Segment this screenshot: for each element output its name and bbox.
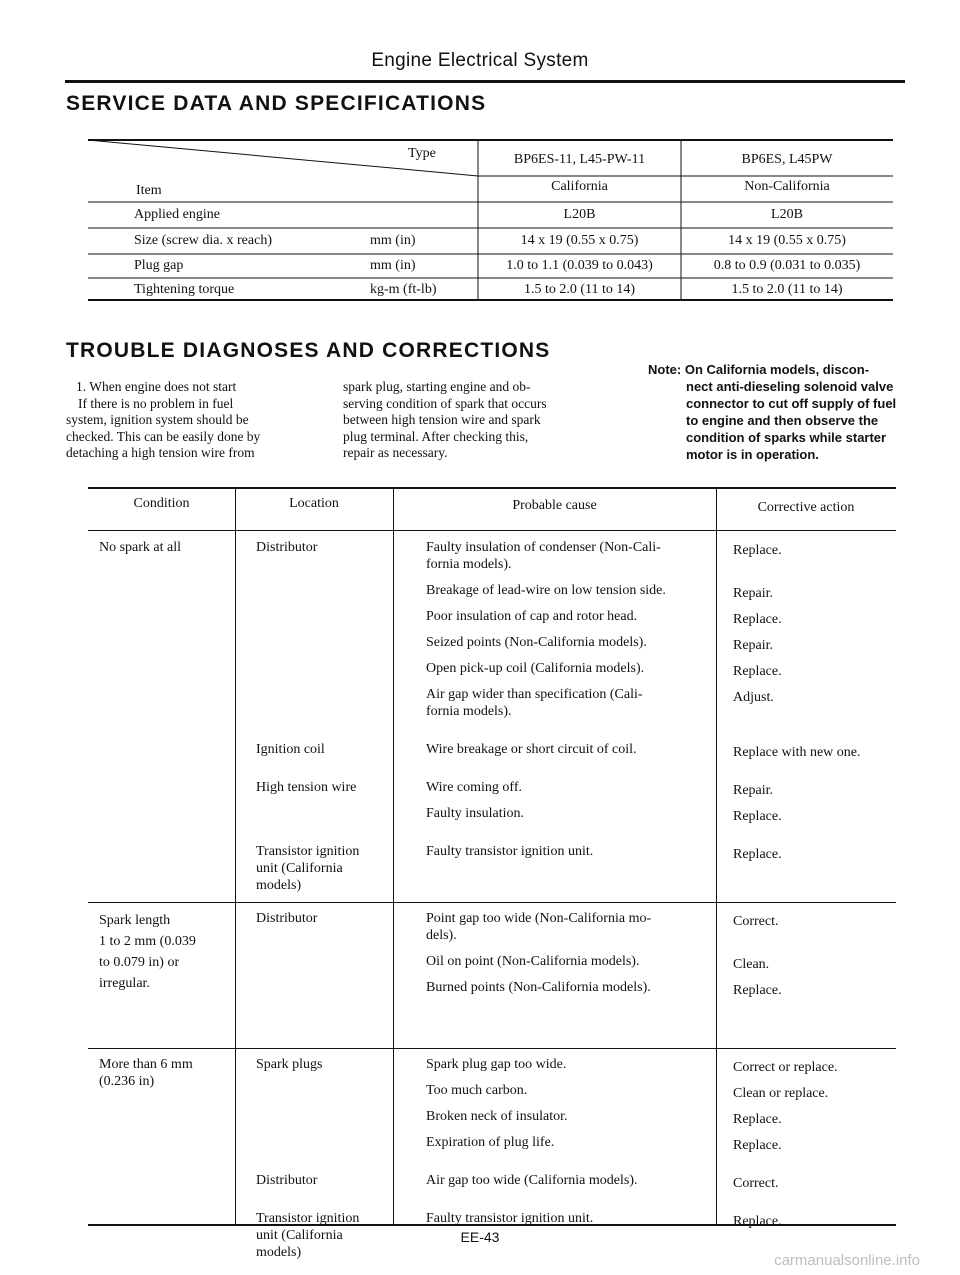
- page-number: EE-43: [460, 1229, 500, 1245]
- location-cell: Spark plugs: [256, 1057, 323, 1072]
- intro-col2-lines: [343, 379, 628, 462]
- location-cell: Distributor: [256, 911, 318, 926]
- spec-row-item: Applied engine: [134, 207, 220, 222]
- spec-col1-market: California: [551, 179, 608, 194]
- column-divider: [393, 488, 394, 1224]
- note-line: Note: On California models, discon-: [648, 362, 870, 377]
- intro-line: spark plug, starting engine and ob-: [343, 379, 531, 394]
- note-line: condition of sparks while starter: [686, 430, 887, 445]
- intro-line: checked. This can be easily done by: [66, 428, 261, 444]
- cause-cell: Wire breakage or short circuit of coil.: [426, 742, 637, 757]
- action-cell: Adjust.: [733, 690, 774, 705]
- table-header-rule: [88, 530, 896, 531]
- location-cell: Transistor ignition unit (California models): [256, 1211, 360, 1260]
- cause-cell: Point gap too wide (Non-California mo- dels).: [426, 911, 652, 943]
- cause-cell: Wire coming off.: [426, 780, 522, 795]
- intro-line: detaching a high tension wire from: [66, 445, 255, 460]
- location-cell: High tension wire: [256, 780, 357, 795]
- action-cell: Repair.: [733, 783, 774, 798]
- col-header-location: Location: [289, 496, 339, 511]
- table-top-rule: [88, 487, 896, 489]
- condition-cell: No spark at all: [99, 540, 182, 555]
- intro-column-1: [66, 379, 336, 462]
- spec-row-unit: kg-m (ft-lb): [370, 282, 437, 297]
- spec-row-value-non-california: L20B: [771, 207, 803, 222]
- cause-cell: Expiration of plug life.: [426, 1135, 555, 1150]
- intro-col1-lines: [66, 396, 336, 462]
- spec-row-unit: mm (in): [370, 233, 416, 248]
- spec-row-value-california: L20B: [563, 207, 596, 222]
- spec-row-value-california: 1.5 to 2.0 (11 to 14): [523, 282, 636, 297]
- action-cell: Replace.: [733, 612, 782, 627]
- cause-cell: Air gap wider than specification (Cali- fornia models).: [426, 687, 643, 719]
- location-cell: Ignition coil: [256, 742, 325, 757]
- action-cell: Replace.: [733, 1214, 782, 1229]
- trouble-diagnoses-title: TROUBLE DIAGNOSES AND CORRECTIONS: [66, 339, 551, 362]
- note-line: motor is in operation.: [686, 447, 819, 462]
- location-cell: Distributor: [256, 1173, 318, 1188]
- action-cell: Replace.: [733, 847, 782, 862]
- condition-cell: Spark length 1 to 2 mm (0.039 to 0.079 in) or irregular.: [99, 913, 196, 991]
- cause-cell: Open pick-up coil (California models).: [426, 661, 645, 676]
- intro-heading: 1. When engine does not start: [76, 379, 237, 394]
- cause-cell: Faulty transistor ignition unit.: [426, 844, 594, 859]
- cause-cell: Oil on point (Non-California models).: [426, 954, 640, 969]
- spec-row-value-non-california: 14 x 19 (0.55 x 0.75): [728, 233, 846, 248]
- cause-cell: Burned points (Non-California models).: [426, 980, 651, 995]
- spec-row-value-california: 14 x 19 (0.55 x 0.75): [520, 233, 639, 248]
- action-cell: Repair.: [733, 586, 774, 601]
- location-cell: Distributor: [256, 540, 318, 555]
- col-header-corrective-action: Corrective action: [757, 500, 855, 515]
- intro-line: plug terminal. After checking this,: [343, 428, 529, 444]
- action-cell: Clean or replace.: [733, 1086, 829, 1101]
- column-divider: [716, 488, 717, 1224]
- block-divider: [88, 902, 896, 903]
- note-line: nect anti-dieseling solenoid valve: [686, 379, 894, 394]
- spec-row-item: Plug gap: [134, 258, 184, 273]
- action-cell: Correct or replace.: [733, 1060, 838, 1075]
- action-cell: Replace.: [733, 983, 782, 998]
- spec-type-label: Type: [408, 146, 436, 161]
- note-line: connector to cut off supply of fuel: [686, 396, 897, 411]
- service-data-title: SERVICE DATA AND SPECIFICATIONS: [66, 92, 487, 115]
- intro-line: system, ignition system should be: [66, 412, 249, 427]
- action-cell: Replace with new one.: [733, 745, 861, 760]
- action-cell: Replace.: [733, 664, 782, 679]
- watermark: carmanualsonline.info: [774, 1252, 920, 1269]
- cause-cell: Seized points (Non-California models).: [426, 635, 647, 650]
- spec-col2-type: BP6ES, L45PW: [741, 152, 833, 167]
- action-cell: Replace.: [733, 1138, 782, 1153]
- block-divider: [88, 1048, 896, 1049]
- action-cell: Replace.: [733, 1112, 782, 1127]
- spec-item-label: Item: [136, 183, 162, 198]
- action-cell: Repair.: [733, 638, 774, 653]
- spec-row-value-california: 1.0 to 1.1 (0.039 to 0.043): [506, 258, 653, 273]
- note-line: to engine and then observe the: [686, 413, 879, 428]
- cause-cell: Faulty insulation of condenser (Non-Cali- fornia models).: [426, 540, 661, 572]
- intro-line: repair as necessary.: [343, 445, 448, 460]
- action-cell: Correct.: [733, 914, 779, 929]
- spec-row-value-non-california: 1.5 to 2.0 (11 to 14): [731, 282, 843, 297]
- col-header-probable-cause: Probable cause: [512, 498, 597, 513]
- note-lines: [648, 361, 908, 463]
- cause-cell: Broken neck of insulator.: [426, 1109, 568, 1124]
- intro-line: serving condition of spark that occurs: [343, 395, 547, 411]
- col-header-condition: Condition: [133, 496, 190, 511]
- action-cell: Clean.: [733, 957, 770, 972]
- spec-row-unit: mm (in): [370, 258, 416, 273]
- cause-cell: Faulty transistor ignition unit.: [426, 1211, 594, 1226]
- condition-cell: More than 6 mm (0.236 in): [99, 1057, 193, 1089]
- intro-note: [648, 361, 908, 463]
- spec-row-item: Size (screw dia. x reach): [134, 233, 272, 248]
- cause-cell: Spark plug gap too wide.: [426, 1057, 567, 1072]
- location-cell: Transistor ignition unit (California models): [256, 844, 360, 893]
- spec-col2-market: Non-California: [744, 179, 830, 194]
- action-cell: Replace.: [733, 543, 782, 558]
- cause-cell: Too much carbon.: [426, 1083, 528, 1098]
- action-cell: Replace.: [733, 809, 782, 824]
- action-cell: Correct.: [733, 1176, 779, 1191]
- intro-column-2: [343, 379, 628, 462]
- spec-row-value-non-california: 0.8 to 0.9 (0.031 to 0.035): [713, 258, 861, 273]
- intro-line: between high tension wire and spark: [343, 412, 541, 427]
- spec-col1-type: BP6ES-11, L45-PW-11: [513, 152, 646, 167]
- intro-line: If there is no problem in fuel: [78, 395, 234, 411]
- spec-row-item: Tightening torque: [134, 282, 235, 297]
- cause-cell: Poor insulation of cap and rotor head.: [426, 609, 638, 624]
- cause-cell: Air gap too wide (California models).: [426, 1173, 638, 1188]
- column-divider: [235, 488, 236, 1224]
- cause-cell: Breakage of lead-wire on low tension side.: [426, 583, 666, 598]
- cause-cell: Faulty insulation.: [426, 806, 524, 821]
- page-header: Engine Electrical System: [371, 50, 589, 71]
